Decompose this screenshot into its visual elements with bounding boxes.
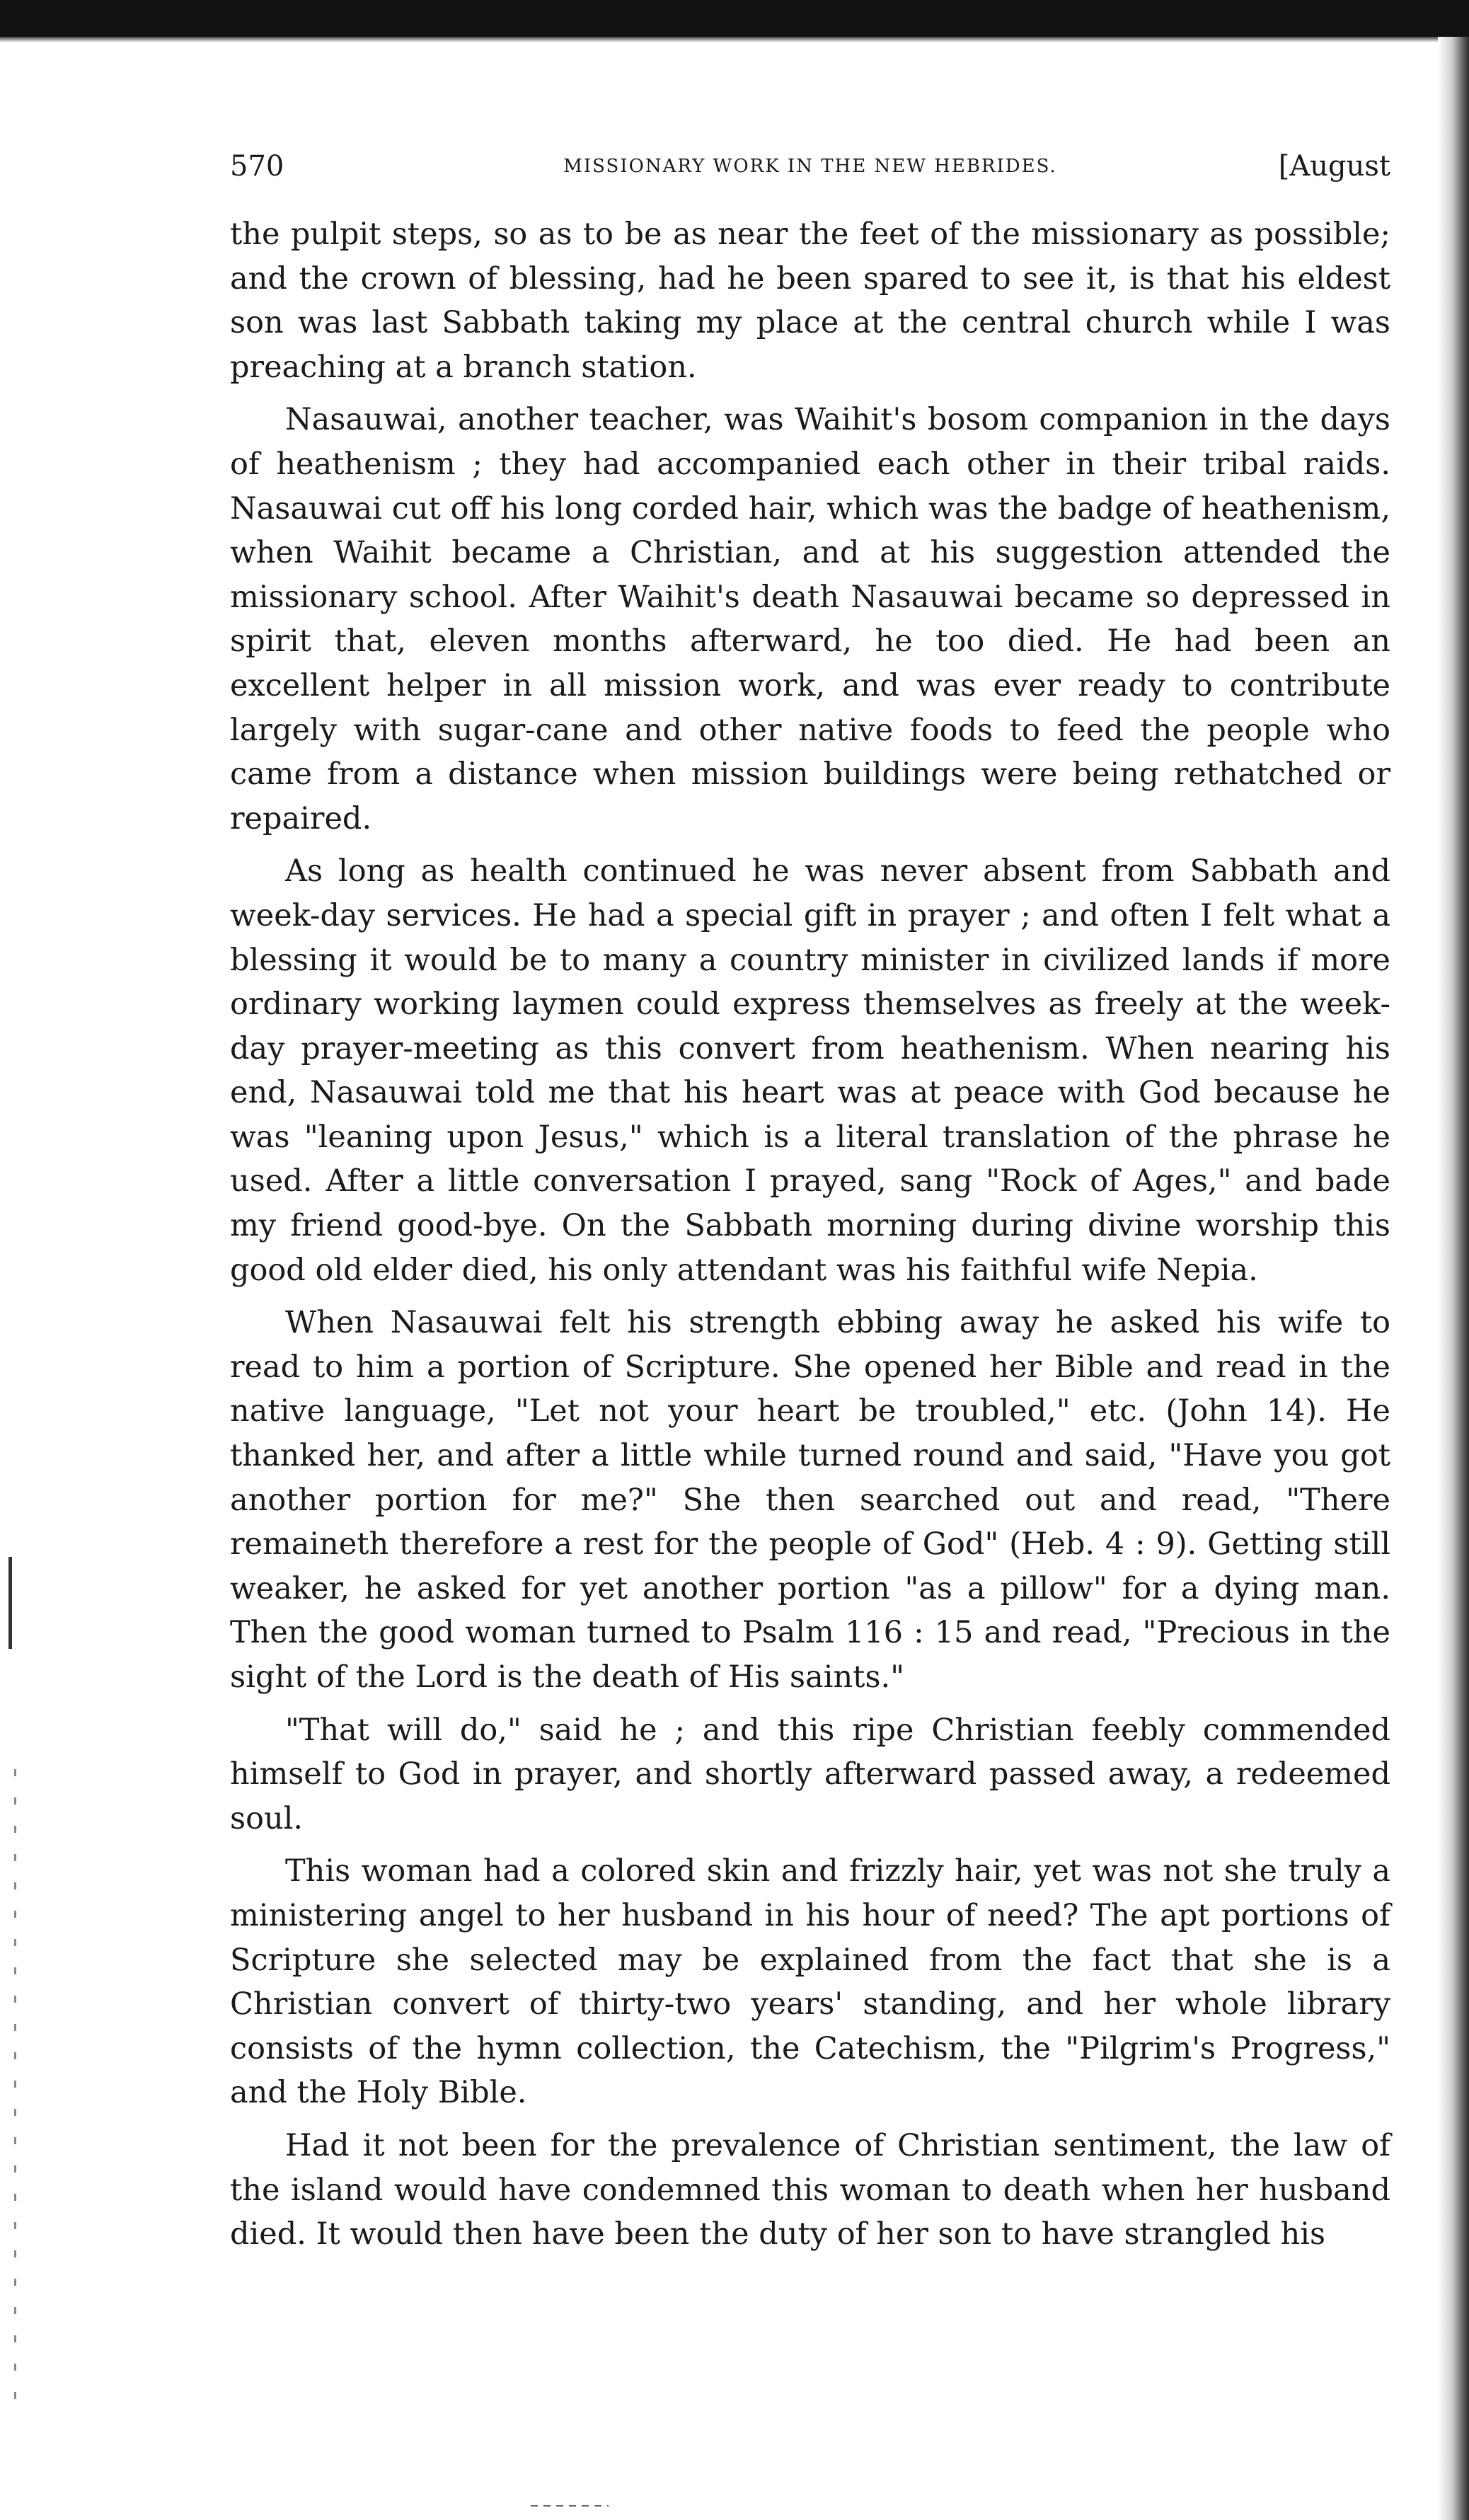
scan-right-edge — [1438, 37, 1469, 2520]
paragraph-5: "That will do," said he ; and this ripe Christian feebly commended himself to God in prayer, and shortly afterward passed away, a redeemed soul. — [230, 1712, 1390, 1836]
paragraph-3: As long as health continued he was never absent from Sabbath and week-day services. He had a special gift in prayer ; and often I felt what a blessing it would be to many a country minister in civilized lands if more ordinary working laymen could express themselves as freely at the week-day prayer-meeting as this convert from heathenism. When nearing his end, Nasauwai told me that his heart was at peace with God because he was "leaning upon Jesus," which is a literal translation of the phrase he used. After a little conversation I prayed, sang "Rock of Ages," and bade my friend good-bye. On the Sabbath morning during divine worship this good old elder died, his only attendant was his faithful wife Nepia. — [230, 853, 1390, 1288]
scan-margin-dots — [14, 1769, 16, 2406]
page-number: 570 — [230, 150, 284, 183]
scan-bottom-mark — [531, 2505, 609, 2507]
scan-top-shadow — [0, 37, 1469, 42]
page-header — [230, 150, 1390, 192]
paragraph-4: When Nasauwai felt his strength ebbing away he asked his wife to read to him a portion of Scripture. She opened her Bible and read in the native language, "Let not your heart be troubled," etc. (John 14). He thanked her, and after a little while turned round and said, "Have you got another portion for me?" She then searched out and read, "There remaineth therefore a rest for the people of God" (Heb. 4 : 9). Getting still weaker, he asked for yet another portion "as a pillow" for a dying man. Then the good woman turned to Psalm 116 : 15 and read, "Precious in the sight of the Lord is the death of His saints." — [230, 1305, 1390, 1695]
paragraph-2: Nasauwai, another teacher, was Waihit's bosom companion in the days of heathenism ; they had accompanied each other in their tribal raids. Nasauwai cut off his long corded hair, which was the badge of heathenism, when Waihit became a Christian, and at his suggestion attended the missionary school. After Waihit's death Nasauwai became so depressed in spirit that, eleven months afterward, he too died. He had been an excellent helper in all mission work, and was ever ready to contribute largely with sugar-cane and other native foods to feed the people who came from a distance when mission buildings were being rethatched or repaired. — [230, 402, 1390, 836]
scan-margin-mark — [8, 1557, 12, 1649]
paragraph-6: This woman had a colored skin and frizzly hair, yet was not she truly a ministering angel to her husband in his hour of need? The apt portions of Scripture she selected may be explained from the fact that she is a Christian convert of thirty-two years' standing, and her whole library consists of the hymn collection, the Catechism, the "Pilgrim's Progress," and the Holy Bible. — [230, 1853, 1390, 2111]
running-title: MISSIONARY WORK IN THE NEW HEBRIDES. — [563, 156, 1057, 177]
paragraph-7: Had it not been for the prevalence of Christian sentiment, the law of the island would have condemned this woman to death when her husband died. It would then have been the duty of her son to have strangled his — [230, 2127, 1390, 2253]
paragraph-1: the pulpit steps, so as to be as near the feet of the missionary as possible; and the crown of blessing, had he been spared to see it, is that his eldest son was last Sabbath taking my place at the central church while I was preaching at a branch station. — [230, 217, 1390, 385]
scan-top-border — [0, 0, 1469, 37]
body-text — [230, 212, 1390, 2265]
running-month: [August — [1278, 150, 1390, 183]
